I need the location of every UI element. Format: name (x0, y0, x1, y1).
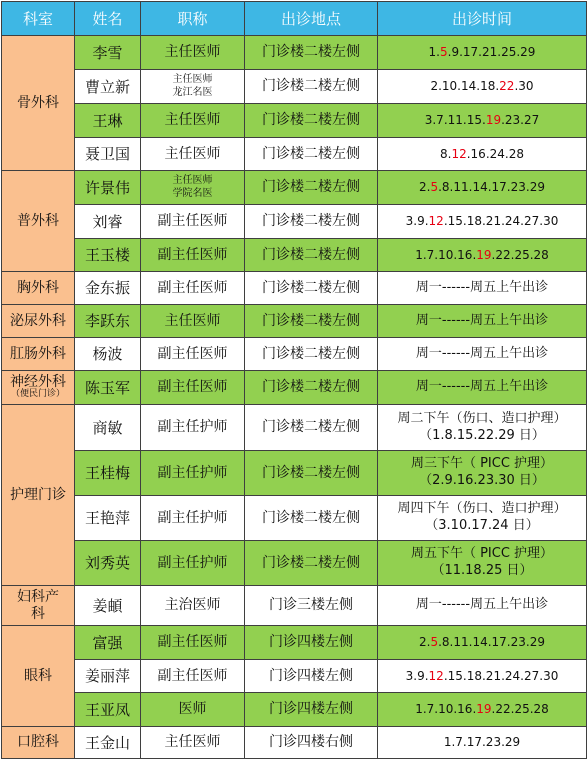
dept-huli: 护理门诊 (2, 405, 75, 586)
clinic-location: 门诊楼二楼左侧 (245, 36, 378, 70)
clinic-time: 1.5.9.17.21.25.29 (378, 36, 587, 70)
doctor-title: 主任医师 龙江名医 (141, 70, 245, 104)
doctor-name: 杨波 (75, 338, 141, 371)
dept-puwaike: 普外科 (2, 171, 75, 272)
header-location: 出诊地点 (245, 2, 378, 36)
clinic-time: 2.5.8.11.14.17.23.29 (378, 171, 587, 205)
doctor-name: 聂卫国 (75, 138, 141, 171)
clinic-location: 门诊三楼左侧 (245, 586, 378, 626)
clinic-location: 门诊四楼左侧 (245, 693, 378, 727)
clinic-location: 门诊楼二楼左侧 (245, 171, 378, 205)
clinic-time: 周五下午（ PICC 护理） （11.18.25 日） (378, 541, 587, 586)
doctor-title: 副主任医师 (141, 338, 245, 371)
header-name: 姓名 (75, 2, 141, 36)
clinic-location: 门诊楼二楼左侧 (245, 541, 378, 586)
clinic-location: 门诊楼二楼左侧 (245, 138, 378, 171)
table-row (2, 496, 587, 541)
dept-kouqiangke: 口腔科 (2, 727, 75, 759)
doctor-title: 副主任护师 (141, 451, 245, 496)
clinic-location: 门诊四楼左侧 (245, 626, 378, 660)
table-row (2, 660, 587, 693)
doctor-title: 副主任护师 (141, 496, 245, 541)
dept-miniaowaike: 泌尿外科 (2, 305, 75, 338)
clinic-location: 门诊楼二楼左侧 (245, 305, 378, 338)
clinic-location: 门诊楼二楼左侧 (245, 239, 378, 272)
clinic-time: 周三下午（ PICC 护理） （2.9.16.23.30 日） (378, 451, 587, 496)
header-time: 出诊时间 (378, 2, 587, 36)
doctor-title: 副主任医师 (141, 660, 245, 693)
doctor-name: 李跃东 (75, 305, 141, 338)
table-row (2, 171, 587, 205)
doctor-title: 副主任医师 (141, 626, 245, 660)
clinic-time: 1.7.10.16.19.22.25.28 (378, 693, 587, 727)
doctor-name: 王桂梅 (75, 451, 141, 496)
table-row (2, 451, 587, 496)
doctor-name: 刘睿 (75, 205, 141, 239)
clinic-time: 周二下午（伤口、造口护理） （1.8.15.22.29 日） (378, 405, 587, 451)
doctor-title: 医师 (141, 693, 245, 727)
clinic-location: 门诊楼二楼左侧 (245, 405, 378, 451)
doctor-name: 陈玉军 (75, 371, 141, 405)
doctor-title: 副主任医师 (141, 371, 245, 405)
doctor-title: 主任医师 (141, 305, 245, 338)
clinic-location: 门诊楼二楼左侧 (245, 205, 378, 239)
clinic-time: 3.7.11.15.19.23.27 (378, 104, 587, 138)
clinic-time: 周四下午（伤口、造口护理） （3.10.17.24 日） (378, 496, 587, 541)
doctor-title: 副主任医师 (141, 205, 245, 239)
dept-xiongwaike: 胸外科 (2, 272, 75, 305)
table-row (2, 305, 587, 338)
clinic-time: 3.9.12.15.18.21.24.27.30 (378, 205, 587, 239)
table-row (2, 104, 587, 138)
clinic-time: 周一------周五上午出诊 (378, 371, 587, 405)
doctor-title: 主任医师 (141, 138, 245, 171)
clinic-location: 门诊楼二楼左侧 (245, 371, 378, 405)
clinic-time: 1.7.10.16.19.22.25.28 (378, 239, 587, 272)
doctor-title: 主任医师 (141, 104, 245, 138)
table-row (2, 727, 587, 759)
doctor-name: 李雪 (75, 36, 141, 70)
dept-gangchangwaike: 肛肠外科 (2, 338, 75, 371)
table-row (2, 272, 587, 305)
clinic-location: 门诊楼二楼左侧 (245, 272, 378, 305)
table-row (2, 205, 587, 239)
clinic-location: 门诊楼二楼左侧 (245, 338, 378, 371)
clinic-location: 门诊楼二楼左侧 (245, 496, 378, 541)
clinic-location: 门诊四楼左侧 (245, 660, 378, 693)
clinic-time: 周一------周五上午出诊 (378, 272, 587, 305)
dept-shenjingwaike: 神经外科 （便民门诊） (2, 371, 75, 405)
clinic-time: 3.9.12.15.18.21.24.27.30 (378, 660, 587, 693)
doctor-name: 许景伟 (75, 171, 141, 205)
table-row (2, 338, 587, 371)
doctor-title: 主任医师 学院名医 (141, 171, 245, 205)
doctor-name: 姜頔 (75, 586, 141, 626)
doctor-title: 主任医师 (141, 36, 245, 70)
doctor-name: 王艳萍 (75, 496, 141, 541)
table-row (2, 70, 587, 104)
doctor-name: 王琳 (75, 104, 141, 138)
doctor-name: 金东振 (75, 272, 141, 305)
doctor-name: 王金山 (75, 727, 141, 759)
dept-yanke: 眼科 (2, 626, 75, 727)
clinic-time: 1.7.17.23.29 (378, 727, 587, 759)
clinic-time: 2.5.8.11.14.17.23.29 (378, 626, 587, 660)
doctor-name: 商敏 (75, 405, 141, 451)
doctor-title: 主任医师 (141, 727, 245, 759)
clinic-location: 门诊四楼右侧 (245, 727, 378, 759)
doctor-name: 刘秀英 (75, 541, 141, 586)
clinic-time: 8.12.16.24.28 (378, 138, 587, 171)
table-row (2, 239, 587, 272)
table-row (2, 626, 587, 660)
table-row (2, 693, 587, 727)
table-row (2, 138, 587, 171)
table-row (2, 586, 587, 626)
table-row (2, 371, 587, 405)
clinic-time: 周一------周五上午出诊 (378, 338, 587, 371)
clinic-location: 门诊楼二楼左侧 (245, 451, 378, 496)
clinic-time: 2.10.14.18.22.30 (378, 70, 587, 104)
doctor-name: 王亚凤 (75, 693, 141, 727)
doctor-name: 曹立新 (75, 70, 141, 104)
clinic-time: 周一------周五上午出诊 (378, 586, 587, 626)
doctor-title: 副主任护师 (141, 541, 245, 586)
header-row (2, 2, 587, 36)
doctor-name: 富强 (75, 626, 141, 660)
header-title: 职称 (141, 2, 245, 36)
doctor-name: 姜丽萍 (75, 660, 141, 693)
table-row (2, 541, 587, 586)
table-row (2, 405, 587, 451)
doctor-title: 副主任医师 (141, 272, 245, 305)
header-department: 科室 (2, 2, 75, 36)
doctor-name: 王玉楼 (75, 239, 141, 272)
doctor-title: 副主任护师 (141, 405, 245, 451)
dept-fuchanke: 妇科产科 (2, 586, 75, 626)
table-row (2, 36, 587, 70)
clinic-time: 周一------周五上午出诊 (378, 305, 587, 338)
clinic-location: 门诊楼二楼左侧 (245, 70, 378, 104)
doctor-title: 主治医师 (141, 586, 245, 626)
clinic-schedule-table (1, 1, 587, 759)
clinic-location: 门诊楼二楼左侧 (245, 104, 378, 138)
doctor-title: 副主任医师 (141, 239, 245, 272)
dept-guwaike: 骨外科 (2, 36, 75, 171)
